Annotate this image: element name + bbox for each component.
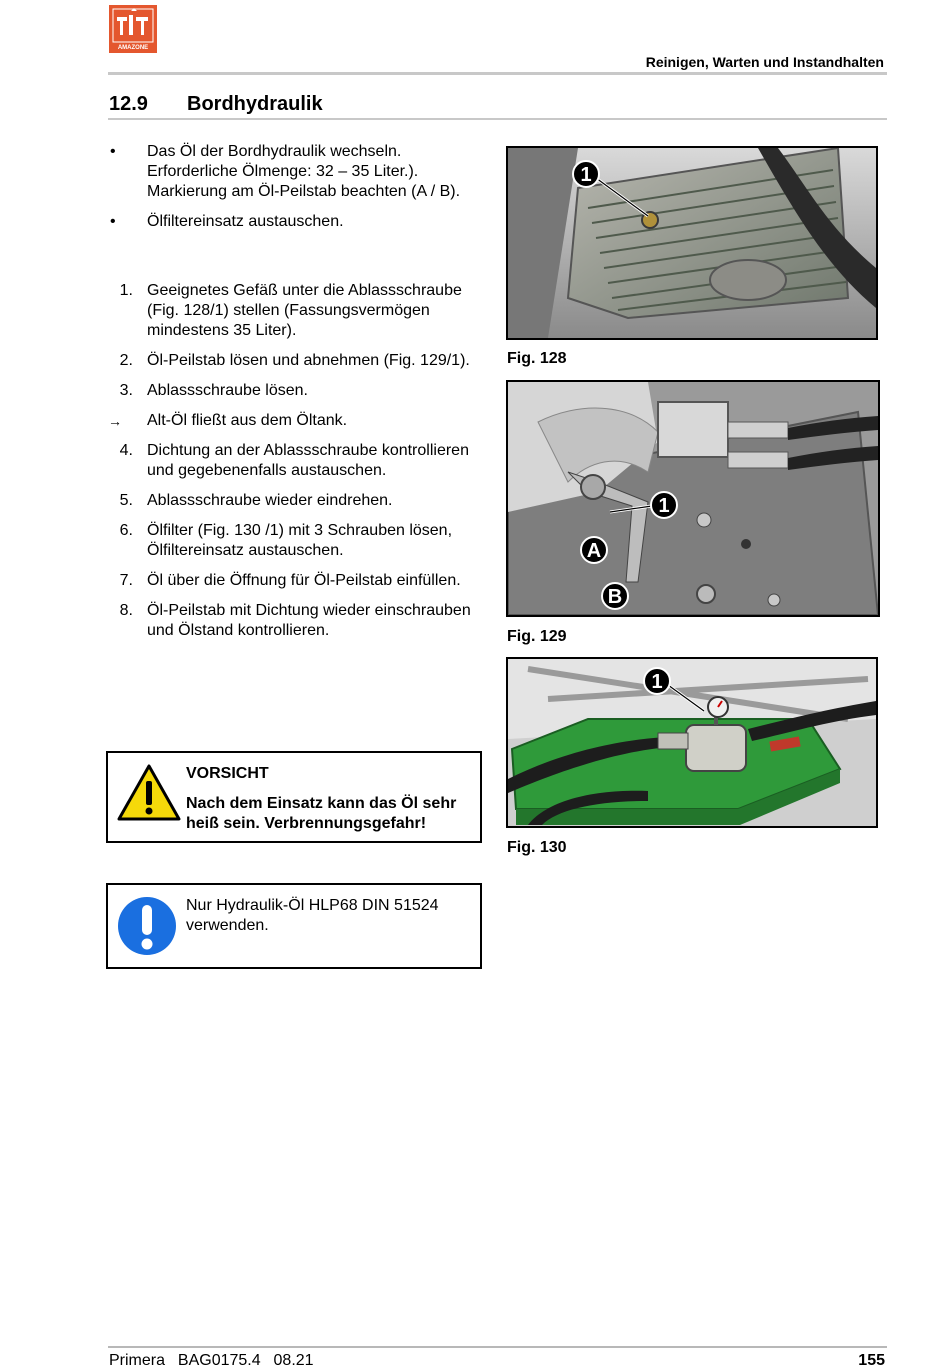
svg-text:AMAZONE: AMAZONE (117, 45, 149, 51)
figure-129-label-a: A (586, 540, 602, 562)
page-number: 155 (858, 1352, 885, 1369)
result-item (108, 411, 480, 431)
section-number: 12.9 (109, 93, 148, 115)
step-marker: 6. (119, 522, 133, 539)
step-item (108, 491, 480, 511)
step-marker: 2. (119, 352, 133, 369)
step-marker: 4. (119, 442, 133, 459)
footer-divider (108, 1346, 887, 1348)
step-marker: 5. (119, 492, 133, 509)
header-title: Reinigen, Warten und Instandhalten (645, 54, 884, 70)
step-text: Geeignetes Gefäß unter die Ablassschraube (Fig. 128/1) stellen (Fassungsvermögen mindestens 35 Liter). (147, 282, 462, 339)
section-heading (109, 93, 323, 116)
step-marker: 1. (119, 282, 133, 299)
bullet-item (108, 142, 480, 202)
warning-title: VORSICHT (186, 765, 269, 782)
note-message: Nur Hydraulik-Öl HLP68 DIN 51524 verwenden. (186, 897, 439, 934)
bullet-marker: • (110, 143, 116, 160)
bullet-text: Das Öl der Bordhydraulik wechseln. Erforderliche Ölmenge: 32 – 35 Liter.). Markierung am Öl-Peilstab beachten (A / B). (147, 143, 461, 200)
figure-130-label-1: 1 (651, 671, 663, 693)
step-item (108, 351, 480, 371)
step-marker: 7. (119, 572, 133, 589)
figure-129-caption: Fig. 129 (507, 628, 567, 645)
step-item (108, 281, 480, 341)
bullet-item (108, 212, 480, 232)
figure-129-label-b: B (607, 586, 623, 608)
section-title: Bordhydraulik (187, 93, 323, 115)
figure-130-caption: Fig. 130 (507, 839, 567, 856)
step-text: Ölfilter (Fig. 130 /1) mit 3 Schrauben lösen, Ölfiltereinsatz austauschen. (147, 522, 453, 559)
section-divider (108, 118, 887, 120)
step-text: Ablassschraube lösen. (147, 382, 308, 399)
footer-document-info: Primera BAG0175.4 08.21 (109, 1352, 314, 1369)
warning-message: Nach dem Einsatz kann das Öl sehr heiß sein. Verbrennungsgefahr! (186, 795, 457, 832)
figure-129-label-1: 1 (658, 495, 670, 517)
result-arrow-icon: → (108, 413, 122, 429)
exclamation-circle-icon (116, 895, 178, 957)
figure-128-caption: Fig. 128 (507, 350, 567, 367)
bullet-marker: • (110, 213, 116, 230)
step-text: Öl-Peilstab mit Dichtung wieder einschrauben und Ölstand kontrollieren. (147, 602, 471, 639)
figure-128-label-1: 1 (580, 164, 592, 186)
note-box (106, 883, 482, 969)
instructions (108, 142, 480, 651)
result-text: Alt-Öl fließt aus dem Öltank. (147, 412, 348, 429)
step-item (108, 521, 480, 561)
header-divider (108, 72, 887, 75)
step-item (108, 601, 480, 641)
amazone-logo (109, 5, 157, 53)
step-item (108, 441, 480, 481)
step-text: Ablassschraube wieder eindrehen. (147, 492, 393, 509)
step-text: Öl-Peilstab lösen und abnehmen (Fig. 129/1). (147, 352, 470, 369)
figure-129-image (506, 380, 880, 617)
step-text: Dichtung an der Ablassschraube kontrollieren und gegebenenfalls austauschen. (147, 442, 469, 479)
figure-130-image (506, 657, 878, 828)
step-marker: 8. (119, 602, 133, 619)
figure-128-image (506, 146, 878, 340)
warning-triangle-icon (116, 763, 182, 823)
step-item (108, 571, 480, 591)
step-item (108, 381, 480, 401)
step-text: Öl über die Öffnung für Öl-Peilstab einfüllen. (147, 572, 461, 589)
bullet-text: Ölfiltereinsatz austauschen. (147, 213, 344, 230)
warning-box (106, 751, 482, 843)
step-marker: 3. (119, 382, 133, 399)
